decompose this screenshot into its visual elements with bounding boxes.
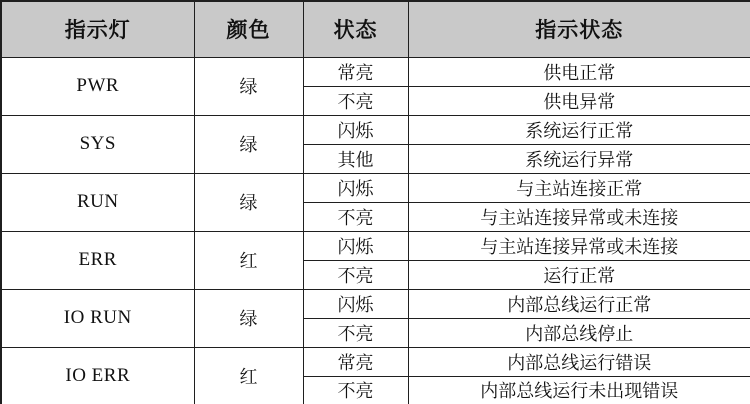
- indicator-cell: RUN: [1, 173, 194, 231]
- state-cell: 不亮: [303, 318, 408, 347]
- indicator-cell: SYS: [1, 115, 194, 173]
- state-cell: 不亮: [303, 86, 408, 115]
- status-cell: 运行正常: [408, 260, 750, 289]
- header-color: 颜色: [194, 1, 303, 57]
- state-cell: 其他: [303, 144, 408, 173]
- status-cell: 与主站连接正常: [408, 173, 750, 202]
- table-row: [1, 347, 750, 376]
- table-row: [1, 173, 750, 202]
- table-row: [1, 231, 750, 260]
- header-row: [1, 1, 750, 57]
- color-cell: 绿: [194, 289, 303, 347]
- status-cell: 与主站连接异常或未连接: [408, 202, 750, 231]
- status-cell: 内部总线停止: [408, 318, 750, 347]
- table-row: [1, 115, 750, 144]
- table-row: [1, 289, 750, 318]
- status-cell: 系统运行异常: [408, 144, 750, 173]
- indicator-cell: PWR: [1, 57, 194, 115]
- state-cell: 闪烁: [303, 231, 408, 260]
- header-indicator: 指示灯: [1, 1, 194, 57]
- status-cell: 与主站连接异常或未连接: [408, 231, 750, 260]
- status-cell: 系统运行正常: [408, 115, 750, 144]
- state-cell: 常亮: [303, 57, 408, 86]
- color-cell: 绿: [194, 173, 303, 231]
- state-cell: 不亮: [303, 202, 408, 231]
- indicator-cell: IO RUN: [1, 289, 194, 347]
- state-cell: 不亮: [303, 260, 408, 289]
- color-cell: 绿: [194, 115, 303, 173]
- indicator-cell: ERR: [1, 231, 194, 289]
- state-cell: 常亮: [303, 347, 408, 376]
- indicator-cell: IO ERR: [1, 347, 194, 404]
- status-cell: 内部总线运行错误: [408, 347, 750, 376]
- state-cell: 不亮: [303, 376, 408, 404]
- state-cell: 闪烁: [303, 289, 408, 318]
- table-row: [1, 57, 750, 86]
- status-cell: 供电正常: [408, 57, 750, 86]
- color-cell: 红: [194, 347, 303, 404]
- color-cell: 红: [194, 231, 303, 289]
- color-cell: 绿: [194, 57, 303, 115]
- state-cell: 闪烁: [303, 115, 408, 144]
- header-status: 指示状态: [408, 1, 750, 57]
- status-cell: 内部总线运行正常: [408, 289, 750, 318]
- header-state: 状态: [303, 1, 408, 57]
- status-cell: 内部总线运行未出现错误: [408, 376, 750, 404]
- state-cell: 闪烁: [303, 173, 408, 202]
- status-cell: 供电异常: [408, 86, 750, 115]
